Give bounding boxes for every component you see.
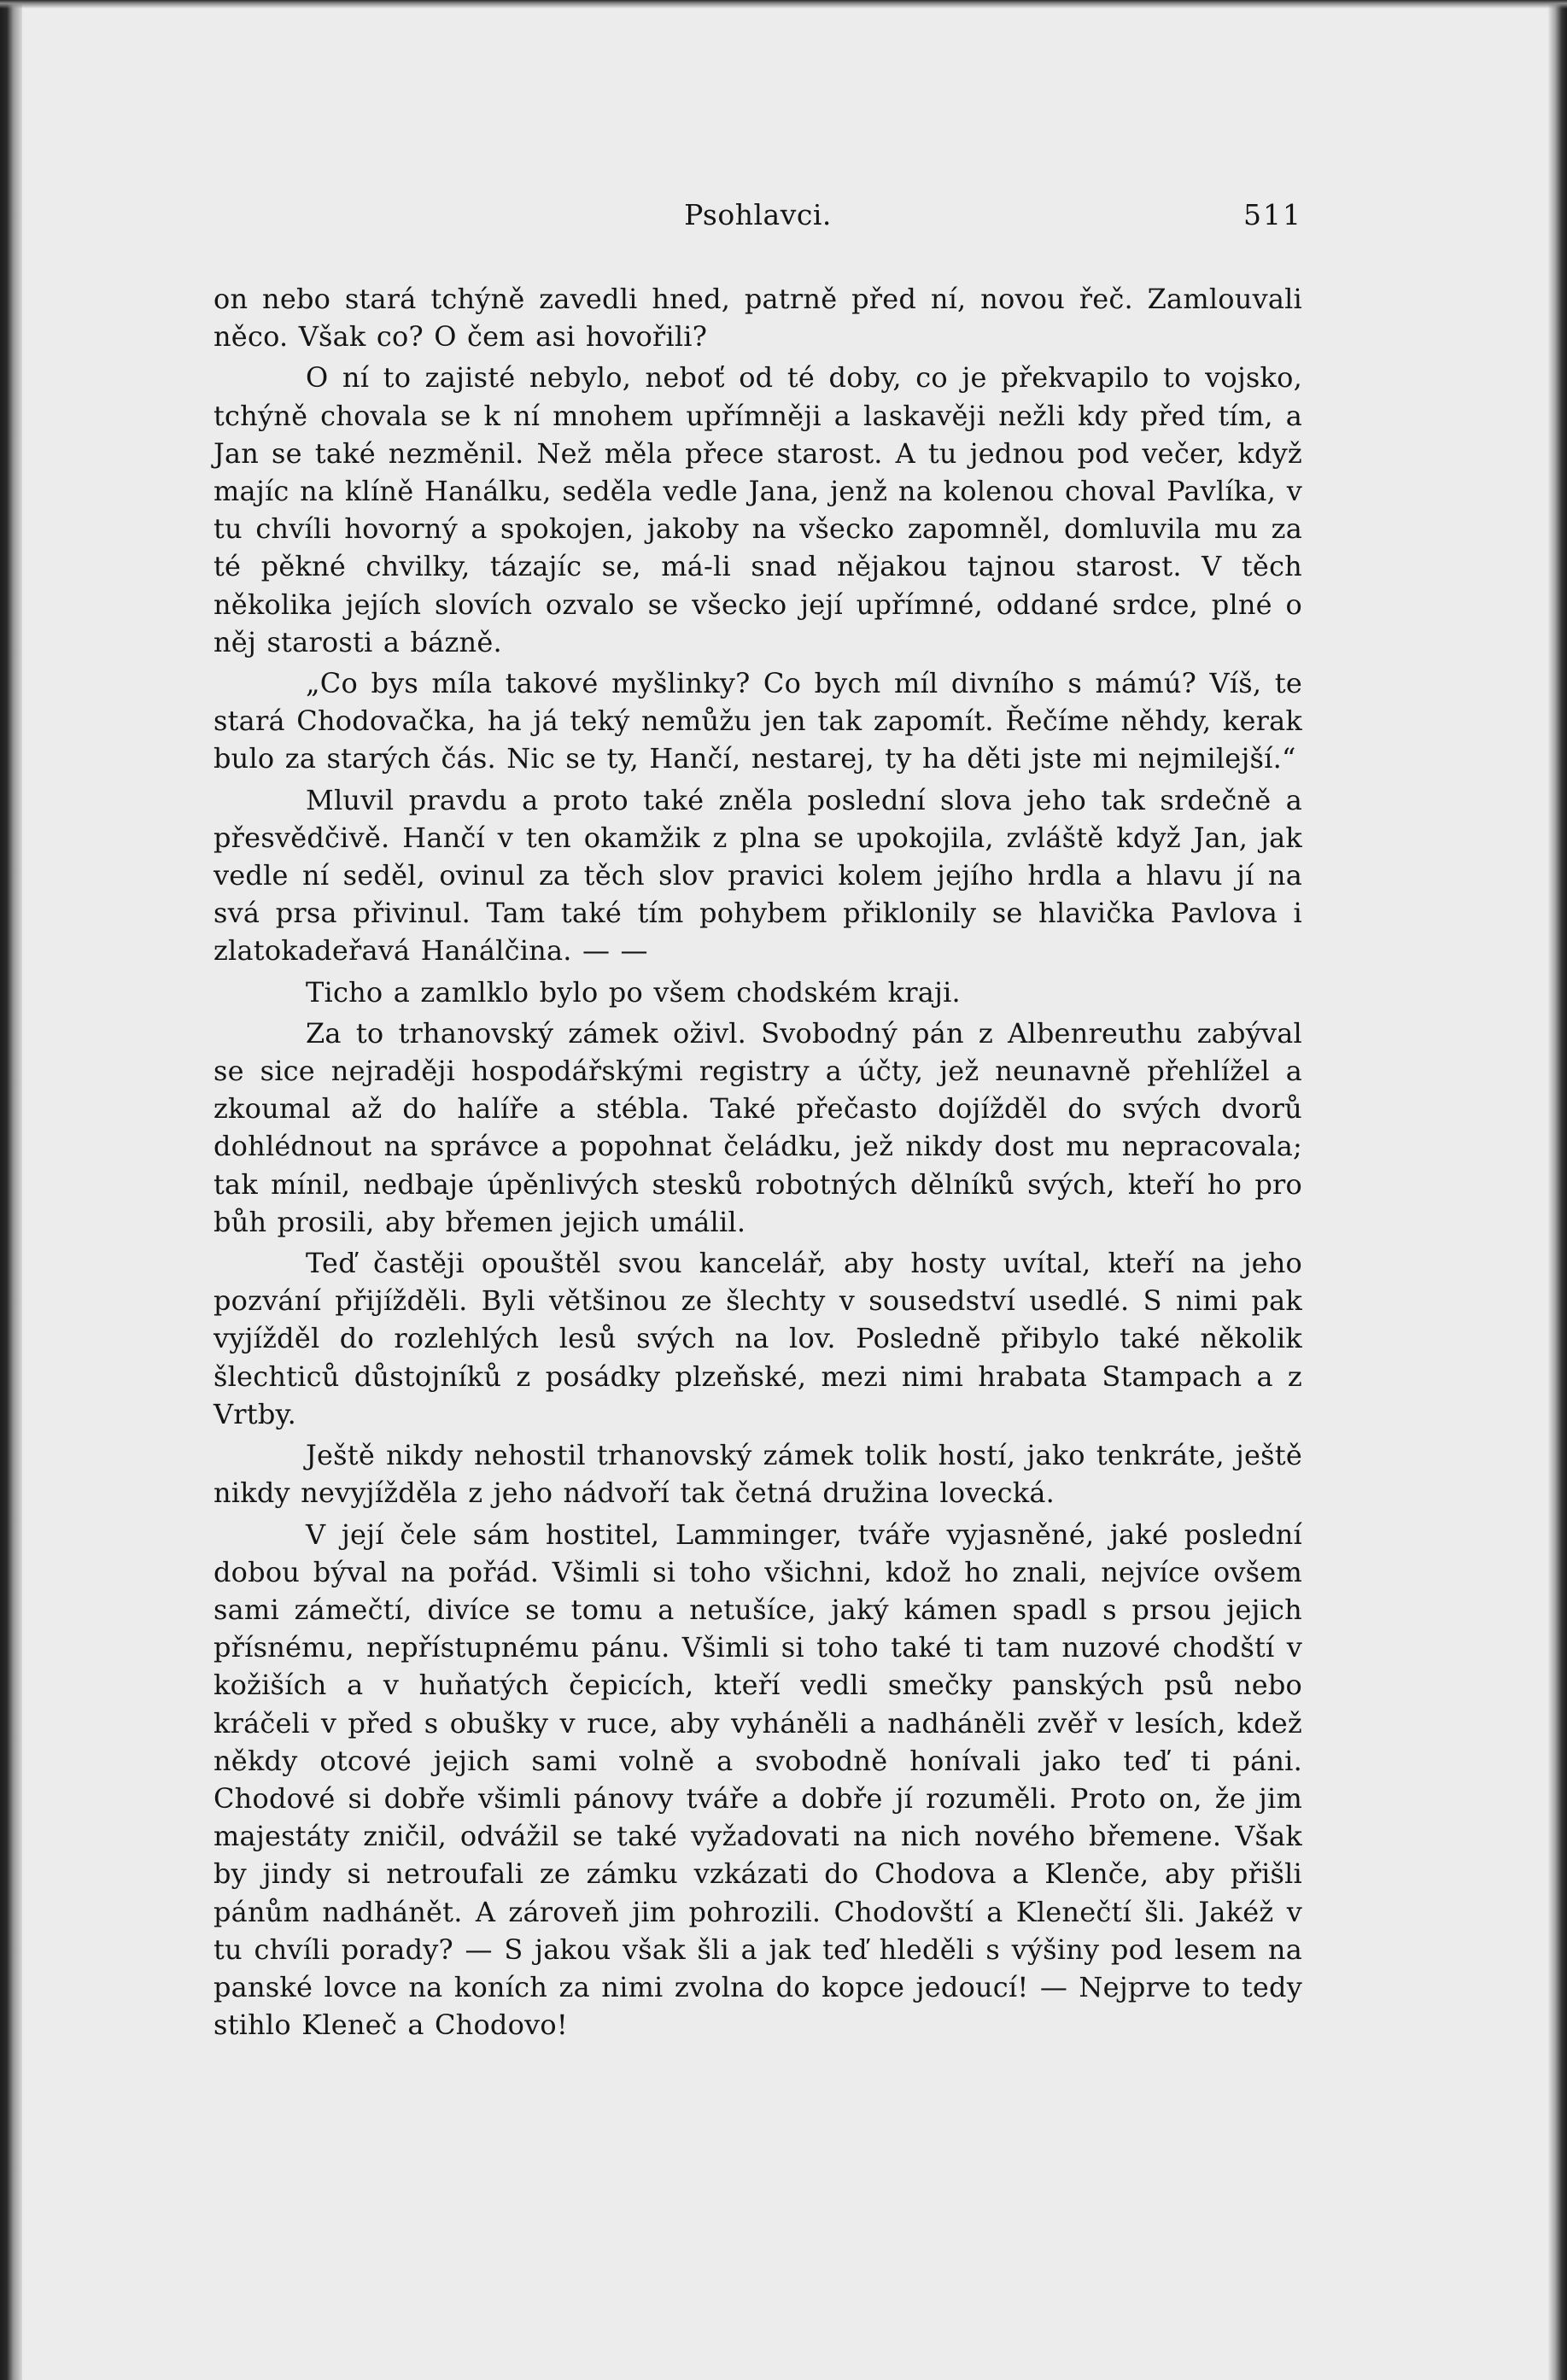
paragraph: Teď častěji opouštěl svou kancelář, aby hosty uvítal, kteří na jeho pozvání přijížděli. Byli většinou ze šlechty v sousedství usedlé. S nimi pak vyjížděl do rozlehlých lesů svých na lov. Posledně přibylo také několik šlechticů důstojníků z posádky plzeňské, mezi nimi hrabata Stampach a z Vrtby. <box>213 1247 1302 1430</box>
paragraph: V její čele sám hostitel, Lamminger, tváře vyjasněné, jaké poslední dobou býval na pořád. Všimli si toho všichni, kdož ho znali, nejvíce ovšem sami zámečtí, divíce se tomu a netušíce, jaký kámen spadl s prsou jejich přísnému, nepřístupnému pánu. Všimli si toho také ti tam nuzové chodští v kožiších a v huňatých čepicích, kteří vedli smečky panských psů nebo kráčeli v před s obušky v ruce, aby vyháněli a nadháněli zvěř v lesích, kdež někdy otcové jejich sami volně a svobodně honívali jako teď ti páni. Chodové si dobře všimli pánovy tváře a dobře jí rozuměli. Proto on, že jim majestáty zničil, odvážil se také vyžadovati na nich nového břemene. Však by jindy si netroufali ze zámku vzkázati do Chodova a Klenče, aby přišli pánům nadhánět. A zároveň jim pohrozili. Chodovští a Klenečtí šli. Jakéž v tu chvíli porady? — S jakou však šli a jak teď hleděli s výšiny pod lesem na panské lovce na koních za nimi zvolna do kopce jedoucí! — Nejprve to tedy stihlo Kleneč a Chodovo! <box>213 1517 1302 2042</box>
page-number: 511 <box>1243 198 1302 231</box>
paragraph-continuation: on nebo stará tchýně zavedli hned, patrně před ní, novou řeč. Zamlouvali něco. Však co? O čem asi hovořili? <box>213 283 1302 354</box>
book-page <box>213 179 1302 2047</box>
paragraph: Za to trhanovský zámek oživl. Svobodný pán z Albenreuthu zabýval se sice nejraději hospodářskými registry a účty, jež neunavně přehlížel a zkoumal až do halíře a stébla. Také přečasto dojížděl do svých dvorů dohlédnout na správce a popohnat čeládku, jež nikdy dost mu nepracovala; tak mínil, nedbaje úpěnlivých stesků robotných dělníků svých, kteří ho pro bůh prosili, aby břemen jejich umálil. <box>213 1016 1302 1238</box>
running-head <box>213 179 1302 256</box>
scan-left-edge <box>0 0 22 2380</box>
paragraph: Mluvil pravdu a proto také zněla poslední slova jeho tak srdečně a přesvědčivě. Hančí v ten okamžik z plna se upokojila, zvláště když Jan, jak vedle ní seděl, ovinul za těch slov pravici kolem jejího hrdla a hlavu jí na svá prsa přivinul. Tam také tím pohybem přiklonily se hlavička Pavlova i zlatokadeřavá Hanálčina. — — <box>213 783 1302 968</box>
paragraph: Ještě nikdy nehostil trhanovský zámek tolik hostí, jako tenkráte, ještě nikdy nevyjížděla z jeho nádvoří tak četná družina lovecká. <box>213 1439 1302 1510</box>
paragraph: O ní to zajisté nebylo, neboť od té doby, co je překvapilo to vojsko, tchýně chovala se k ní mnohem upřímněji a laskavěji nežli kdy před tím, a Jan se také nezměnil. Než měla přece starost. A tu jednou pod večer, když majíc na klíně Hanálku, seděla vedle Jana, jenž na kolenou choval Pavlíka, v tu chvíli hovorný a spokojen, jakoby na všecko zapomněl, domluvila mu za té pěkné chvilky, tázajíc se, má-li snad nějakou tajnou starost. V těch několika jejích slovích ozvalo se všecko její upřímné, oddané srdce, plné o něj starosti a bázně. <box>213 361 1302 658</box>
body-text <box>213 280 1302 2044</box>
scan-right-edge <box>1548 0 1567 2380</box>
paragraph-dialogue: „Co bys míla takové myšlinky? Co bych míl divního s mámú? Víš, te stará Chodovačka, ha já teký nemůžu jen tak zapomít. Řečíme něhdy, kerak bulo za starých čás. Nic se ty, Hančí, nestarej, ty ha děti jste mi nejmilejší.“ <box>213 667 1302 775</box>
scan-top-edge <box>0 0 1567 9</box>
paragraph: Ticho a zamlklo bylo po všem chodském kraji. <box>306 975 961 1009</box>
running-title: Psohlavci. <box>684 198 832 231</box>
